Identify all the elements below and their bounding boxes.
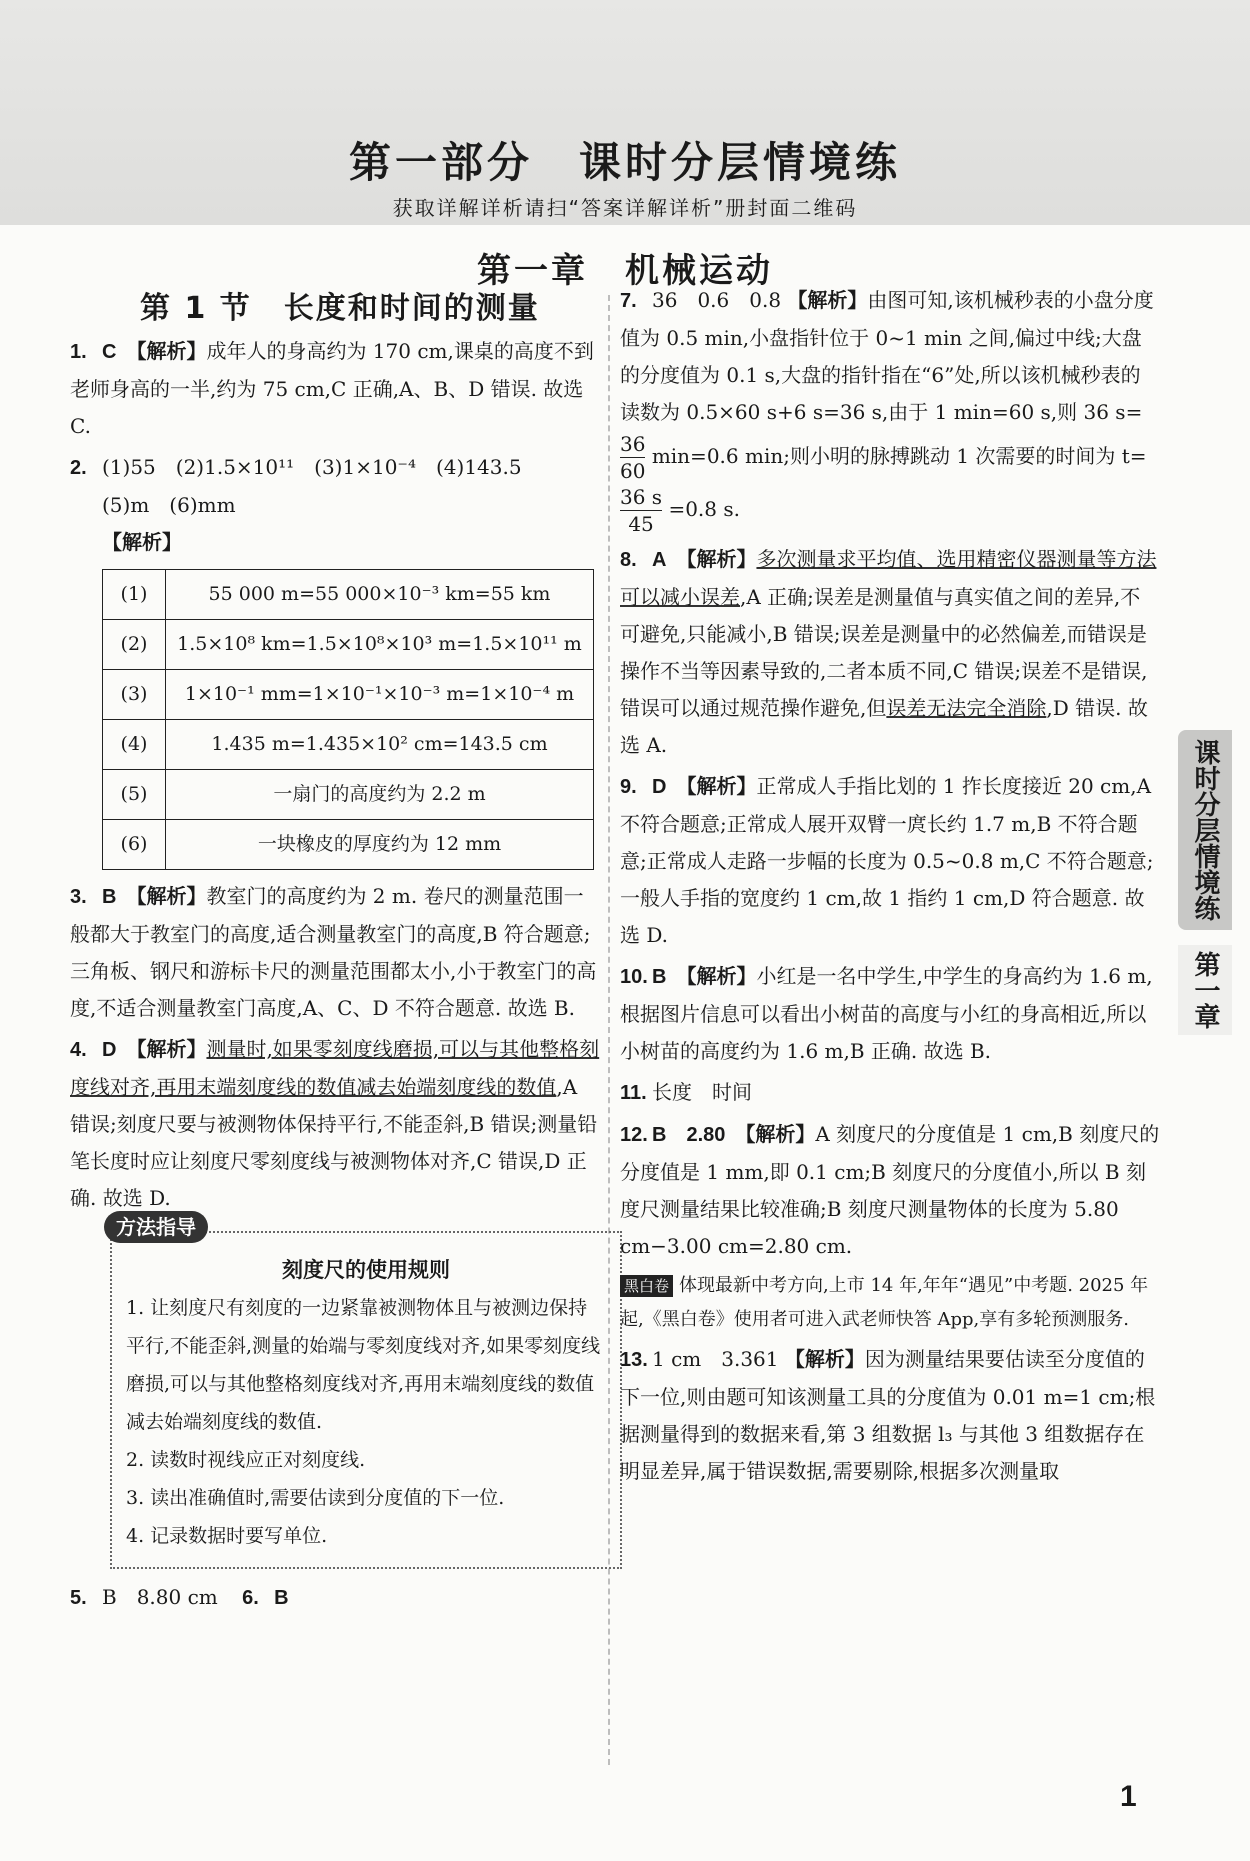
question-3 — [70, 878, 600, 1027]
section-title: 第 1 节 长度和时间的测量 — [140, 291, 540, 326]
analysis-text: 小红是一名中学生,中学生的身高约为 1.6 m,根据图片信息可以看出小树苗的高度与小红的身高相近,所以小树苗的高度约为 1.6 m,B 正确. 故选 B. — [620, 964, 1153, 1063]
question-7 — [620, 282, 1160, 537]
table-row — [103, 770, 594, 820]
answer: 长度 时间 — [652, 1080, 752, 1104]
answer: 36 0.6 0.8 — [652, 288, 782, 312]
answer: C — [102, 341, 117, 363]
table-cell-content: 一扇门的高度约为 2.2 m — [166, 770, 594, 820]
answer: B — [102, 886, 117, 908]
underlined-text: 误差无法完全消除 — [886, 696, 1047, 720]
answer: B 2.80 — [652, 1124, 726, 1146]
question-13 — [620, 1341, 1160, 1490]
fraction-numerator: 36 s — [620, 485, 663, 509]
answer-line-2: (5)m (6)mm — [102, 493, 236, 517]
table-row — [103, 720, 594, 770]
table-cell-index: (6) — [103, 820, 166, 870]
question-number: 10. — [620, 966, 648, 988]
promo-badge: 黑白卷 — [620, 1275, 673, 1297]
analysis-text: ,A 错误;刻度尺要与被测物体保持平行,不能歪斜,B 错误;测量铅笔长度时应让刻度尺零刻度线与被测物体对齐,C 错误,D 正确. 故选 D. — [70, 1075, 598, 1210]
question-number: 7. — [620, 290, 637, 312]
table-row — [103, 620, 594, 670]
question-8 — [620, 541, 1160, 764]
question-number: 1. — [70, 341, 87, 363]
analysis-text: 成年人的身高约为 170 cm,课桌的高度不到老师身高的一半,约为 75 cm,C 正确,A、B、D 错误. 故选 C. — [70, 339, 594, 438]
fraction-denominator: 45 — [620, 510, 662, 537]
method-rule: 4. 记录数据时要写单位. — [126, 1525, 328, 1547]
table-row — [103, 820, 594, 870]
underlined-text: 测量时,如果零刻度线磨损,可以与其他整格刻度线对齐,再用末端刻度线的数值减去始端刻度线的数值 — [70, 1037, 600, 1099]
method-heading: 刻度尺的使用规则 — [282, 1257, 450, 1282]
table-cell-content: 一块橡皮的厚度约为 12 mm — [166, 820, 594, 870]
analysis-text: 教室门的高度约为 2 m. 卷尺的测量范围一般都大于教室门的高度,适合测量教室门的高度,B 符合题意;三角板、钢尺和游标卡尺的测量范围都太小,小于教室门的高度,不适合测量教室门高度,A、C、D 不符合题意. 故选 B. — [70, 884, 597, 1020]
method-rule: 2. 读数时视线应正对刻度线. — [126, 1449, 366, 1471]
table-row — [103, 570, 594, 620]
underlined-text: 多次测量求平均值、选用精密仪器测量等方法可以减小误差 — [620, 547, 1157, 609]
question-number: 5. — [70, 1587, 87, 1609]
side-tab-section: 课时分层情境练 — [1178, 730, 1232, 930]
question-11 — [620, 1074, 1160, 1112]
table-cell-index: (5) — [103, 770, 166, 820]
table-cell-index: (1) — [103, 570, 166, 620]
question-4 — [70, 1031, 600, 1217]
analysis-text: 正常成人手指比划的 1 拃长度接近 20 cm,A 不符合题意;正常成人展开双臂一庹长约 1.7 m,B 不符合题意;正常成人走路一步幅的长度为 0.5~0.8 m,C 不符合题意;一般人手指的宽度约 1 cm,故 1 指约 1 cm,D 符合题意. 故选 D. — [620, 774, 1154, 947]
analysis-tag: 【解析】 — [126, 339, 207, 363]
answer: D — [102, 1039, 117, 1061]
answer: B — [652, 966, 667, 988]
question-10 — [620, 958, 1160, 1070]
part-title: 第一部分 课时分层情境练 — [348, 138, 901, 187]
table-cell-content: 1.5×10⁸ km=1.5×10⁸×10³ m=1.5×10¹¹ m — [166, 620, 594, 670]
table-row — [103, 670, 594, 720]
table-cell-index: (4) — [103, 720, 166, 770]
analysis-tag: 【解析】 — [126, 1037, 207, 1061]
answer: 1 cm 3.361 — [652, 1347, 779, 1371]
answer-line-1: (1)55 (2)1.5×10¹¹ (3)1×10⁻⁴ (4)143.5 — [102, 455, 522, 479]
answer: B — [274, 1587, 289, 1609]
left-column — [70, 290, 600, 1621]
question-number: 4. — [70, 1039, 87, 1061]
method-rule: 3. 读出准确值时,需要估读到分度值的下一位. — [126, 1487, 505, 1509]
question-number: 3. — [70, 886, 87, 908]
question-number: 12. — [620, 1124, 648, 1146]
analysis-tag: 【解析】 — [735, 1122, 816, 1146]
fraction-denominator: 60 — [620, 459, 646, 483]
method-badge: 方法指导 — [104, 1211, 208, 1243]
question-1 — [70, 333, 600, 445]
answer: B 8.80 cm — [102, 1585, 218, 1609]
table-cell-content: 55 000 m=55 000×10⁻³ km=55 km — [166, 570, 594, 620]
fraction — [620, 484, 662, 537]
question-number: 2. — [70, 457, 87, 479]
analysis-text: 因为测量结果要估读至分度值的下一位,则由题可知该测量工具的分度值为 0.01 m=1 cm;根据测量得到的数据来看,第 3 组数据 l₃ 与其他 3 组数据存在明显差异,属于错误数据,需要剔除,根据多次测量取 — [620, 1347, 1156, 1483]
analysis-text: A 刻度尺的分度值是 1 cm,B 刻度尺的分度值是 1 mm,即 0.1 cm;B 刻度尺的分度值小,所以 B 刻度尺测量结果比较准确;B 刻度尺测量物体的长度为 5.80 cm−3.00 cm=2.80 cm. — [620, 1122, 1160, 1258]
analysis-tag: 【解析】 — [676, 547, 757, 571]
method-rule: 1. 让刻度尺有刻度的一边紧靠被测物体且与被测边保持平行,不能歪斜,测量的始端与零刻度线对齐,如果零刻度线磨损,可以与其他整格刻度线对齐,再用末端刻度线的数值减去始端刻度线的数值. — [126, 1297, 601, 1433]
page-number: 1 — [1120, 1780, 1137, 1813]
question-5-6 — [70, 1579, 600, 1617]
analysis-tag: 【解析】 — [784, 1347, 865, 1371]
fraction-numerator: 36 — [620, 432, 646, 456]
analysis-tag: 【解析】 — [102, 530, 182, 554]
analysis-text: ,A 正确;误差是测量值与真实值之间的差异,不可避免,只能减小,B 错误;误差是测量中的必然偏差,而错误是操作不当等因素导致的,二者本质不同,C 错误;误差不是错误,错误可以通过规范操作避免,但 — [620, 585, 1148, 720]
question-number: 8. — [620, 549, 637, 571]
question-12 — [620, 1116, 1160, 1265]
analysis-text: min=0.6 min;则小明的脉搏跳动 1 次需要的时间为 t= — [651, 444, 1147, 468]
question-number: 6. — [242, 1587, 259, 1609]
table-cell-index: (3) — [103, 670, 166, 720]
chapter-title: 第一章 机械运动 — [477, 251, 773, 291]
table-cell-index: (2) — [103, 620, 166, 670]
question-number: 13. — [620, 1349, 648, 1371]
analysis-tag: 【解析】 — [787, 288, 868, 312]
promo-note — [620, 1269, 1160, 1337]
question-number: 9. — [620, 776, 637, 798]
answer: A — [652, 549, 667, 571]
question-number: 11. — [620, 1082, 647, 1104]
question-2 — [70, 449, 600, 870]
side-tab-chapter: 第一章 — [1178, 945, 1232, 1035]
table-cell-content: 1×10⁻¹ mm=1×10⁻¹×10⁻³ m=1×10⁻⁴ m — [166, 670, 594, 720]
analysis-text: ,D 错误. 故选 A. — [620, 696, 1148, 757]
analysis-text: =0.8 s. — [668, 497, 740, 521]
analysis-table — [102, 569, 594, 870]
question-9 — [620, 768, 1160, 954]
analysis-tag: 【解析】 — [676, 774, 757, 798]
table-cell-content: 1.435 m=1.435×10² cm=143.5 cm — [166, 720, 594, 770]
fraction — [620, 431, 645, 484]
method-guide-box — [110, 1215, 622, 1569]
promo-text: 体现最新中考方向,上市 14 年,年年“遇见”中考题. 2025 年起,《黑白卷》使用者可进入武老师快答 App,享有多轮预测服务. — [620, 1275, 1149, 1330]
analysis-tag: 【解析】 — [676, 964, 757, 988]
answer: D — [652, 776, 667, 798]
part-subtitle: 获取详解详析请扫“答案详解详析”册封面二维码 — [392, 196, 858, 220]
analysis-text: 由图可知,该机械秒表的小盘分度值为 0.5 min,小盘指针位于 0~1 min 之间,偏过中线;大盘的分度值为 0.1 s,大盘的指针指在“6”处,所以该机械秒表的读数为 0.5×60 s+6 s=36 s,由于 1 min=60 s,则 36 s= — [620, 288, 1154, 424]
right-column — [620, 282, 1160, 1494]
analysis-tag: 【解析】 — [126, 884, 207, 908]
